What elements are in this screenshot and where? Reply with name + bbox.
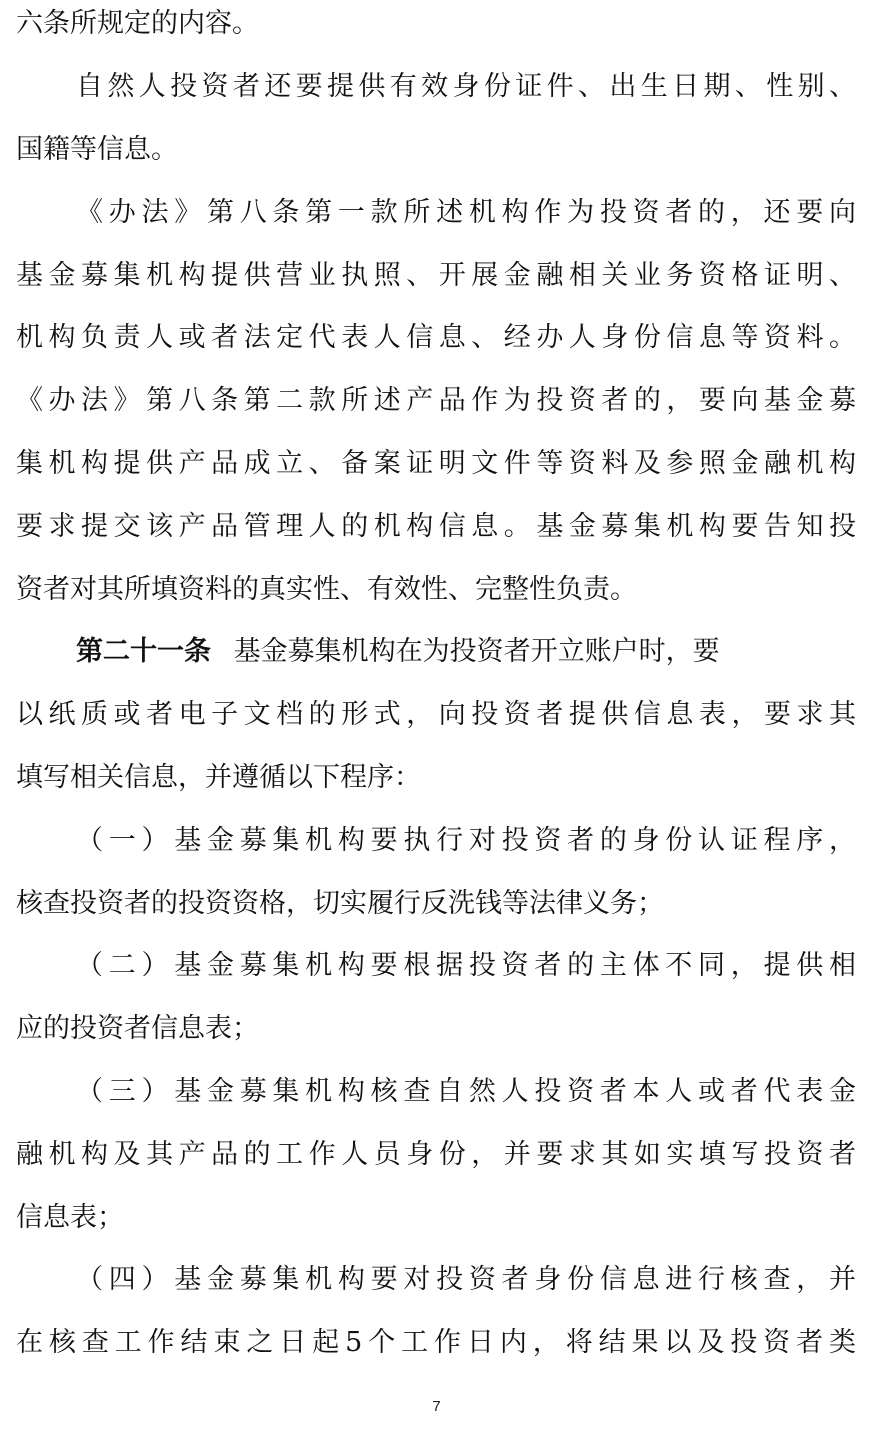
text-line: 要求提交该产品管理人的机构信息。基金募集机构要告知投 bbox=[16, 511, 856, 542]
text-line: 信息表； bbox=[16, 1202, 124, 1233]
text-line: 融机构及其产品的工作人员身份，并要求其如实填写投资者 bbox=[16, 1139, 856, 1170]
text-line: （三）基金募集机构核查自然人投资者本人或者代表金 bbox=[76, 1076, 856, 1107]
text-line: 填写相关信息，并遵循以下程序： bbox=[16, 762, 421, 793]
text-line: 《办法》第八条第一款所述机构作为投资者的，还要向 bbox=[76, 197, 856, 228]
text-line: 核查投资者的投资资格，切实履行反洗钱等法律义务； bbox=[16, 888, 664, 919]
text-line: 国籍等信息。 bbox=[16, 134, 178, 165]
text-line: 《办法》第八条第二款所述产品作为投资者的，要向基金募 bbox=[16, 385, 856, 416]
text-line: 资者对其所填资料的真实性、有效性、完整性负责。 bbox=[16, 574, 637, 605]
article-line bbox=[76, 632, 856, 672]
text-line: （二）基金募集机构要根据投资者的主体不同，提供相 bbox=[76, 950, 856, 981]
text-line: 集机构提供产品成立、备案证明文件等资料及参照金融机构 bbox=[16, 448, 856, 479]
text-line: 六条所规定的内容。 bbox=[16, 8, 259, 39]
text-line: 应的投资者信息表； bbox=[16, 1013, 259, 1044]
text-line: 基金募集机构提供营业执照、开展金融相关业务资格证明、 bbox=[16, 260, 856, 291]
page-number: 7 bbox=[432, 1398, 441, 1415]
text-line: 机构负责人或者法定代表人信息、经办人身份信息等资料。 bbox=[16, 322, 856, 353]
text-line: 在核查工作结束之日起5个工作日内，将结果以及投资者类 bbox=[16, 1327, 856, 1358]
text-line: （一）基金募集机构要执行对投资者的身份认证程序， bbox=[76, 825, 856, 856]
article-text: 基金募集机构在为投资者开立账户时，要 bbox=[233, 636, 720, 667]
text-line: 以纸质或者电子文档的形式，向投资者提供信息表，要求其 bbox=[16, 699, 856, 730]
text-line: （四）基金募集机构要对投资者身份信息进行核查，并 bbox=[76, 1264, 856, 1295]
article-heading: 第二十一条 bbox=[76, 636, 211, 667]
text-line: 自然人投资者还要提供有效身份证件、出生日期、性别、 bbox=[76, 71, 856, 102]
